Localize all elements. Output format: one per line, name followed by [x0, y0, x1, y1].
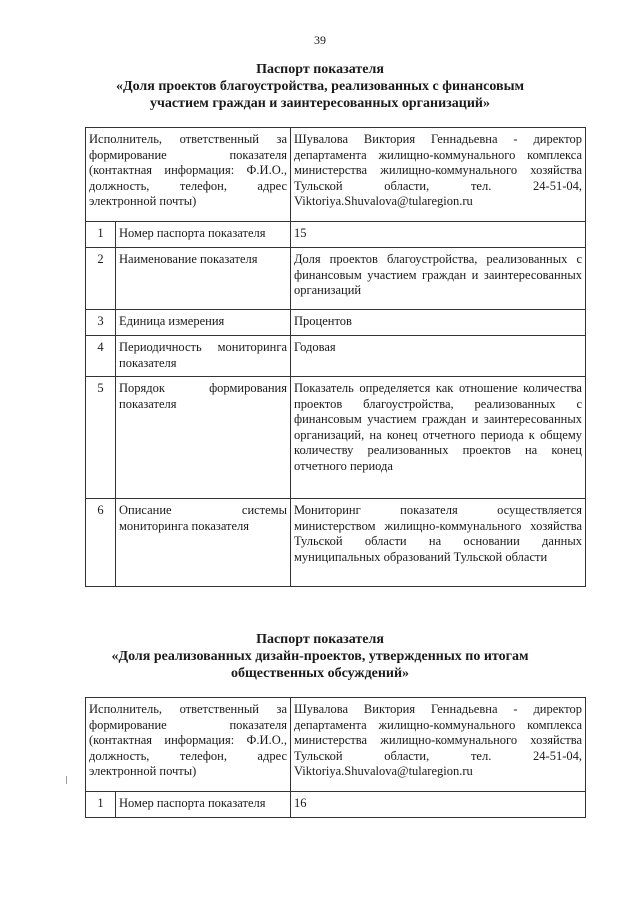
executor-value: Шувалова Виктория Геннадьевна - директор департамента жилищно-коммунального комплекса министерства жилищно-коммунального хозяйства Тульской области, тел. 24-51-04, Viktoriya.Shuvalova@tularegion.ru [291, 128, 586, 222]
row-label: Номер паспорта показателя [116, 222, 291, 248]
row-label: Единица измерения [116, 310, 291, 336]
executor-label: Исполнитель, ответственный за формирование показателя (контактная информация: Ф.И.О., должность, телефон, адрес электронной почты) [86, 128, 291, 222]
row-label: Номер паспорта показателя [116, 792, 291, 818]
row-number: 6 [86, 499, 116, 587]
row-value: Годовая [291, 336, 586, 377]
title-line: Паспорт показателя [256, 632, 384, 647]
row-number: 1 [86, 792, 116, 818]
table-row [86, 222, 586, 248]
row-label: Наименование показателя [116, 248, 291, 310]
passport-table [85, 127, 586, 587]
table-row [86, 248, 586, 310]
passport-title [60, 61, 580, 112]
page-number: 39 [314, 33, 326, 47]
row-value: Доля проектов благоустройства, реализованных с финансовым участием граждан и заинтересованных организаций [291, 248, 586, 310]
title-line: «Доля проектов благоустройства, реализованных с финансовым [115, 79, 525, 94]
executor-row [86, 698, 586, 792]
row-number: 5 [86, 377, 116, 499]
executor-value: Шувалова Виктория Геннадьевна - директор департамента жилищно-коммунального комплекса министерства жилищно-коммунального хозяйства Тульской области, тел. 24-51-04, Viktoriya.Shuvalova@tularegion.ru [291, 698, 586, 792]
margin-mark [66, 776, 67, 784]
table-row [86, 792, 586, 818]
row-value: 15 [291, 222, 586, 248]
row-label: Порядок формирования показателя [116, 377, 291, 499]
row-value: 16 [291, 792, 586, 818]
title-line: общественных обсуждений» [230, 666, 410, 681]
table-row [86, 499, 586, 587]
row-value: Мониторинг показателя осуществляется министерством жилищно-коммунального хозяйства Тульской области на основании данных муниципальных образований Тульской области [291, 499, 586, 587]
table-row [86, 377, 586, 499]
passport-title [60, 631, 580, 682]
title-line: Паспорт показателя [256, 62, 384, 77]
title-line: «Доля реализованных дизайн-проектов, утвержденных по итогам [111, 649, 529, 664]
row-value: Процентов [291, 310, 586, 336]
row-value: Показатель определяется как отношение количества проектов благоустройства, реализованных с финансовым участием граждан и заинтересованных организаций, на конец отчетного периода к общему количеству реализованных проектов на конец отчетного периода [291, 377, 586, 499]
table-row [86, 310, 586, 336]
row-number: 2 [86, 248, 116, 310]
passport-table [85, 697, 586, 818]
title-line: участием граждан и заинтересованных организаций» [150, 96, 490, 111]
row-label: Описание системы мониторинга показателя [116, 499, 291, 587]
row-number: 4 [86, 336, 116, 377]
row-number: 3 [86, 310, 116, 336]
row-number: 1 [86, 222, 116, 248]
executor-label: Исполнитель, ответственный за формирование показателя (контактная информация: Ф.И.О., должность, телефон, адрес электронной почты) [86, 698, 291, 792]
executor-row [86, 128, 586, 222]
table-row [86, 336, 586, 377]
row-label: Периодичность мониторинга показателя [116, 336, 291, 377]
